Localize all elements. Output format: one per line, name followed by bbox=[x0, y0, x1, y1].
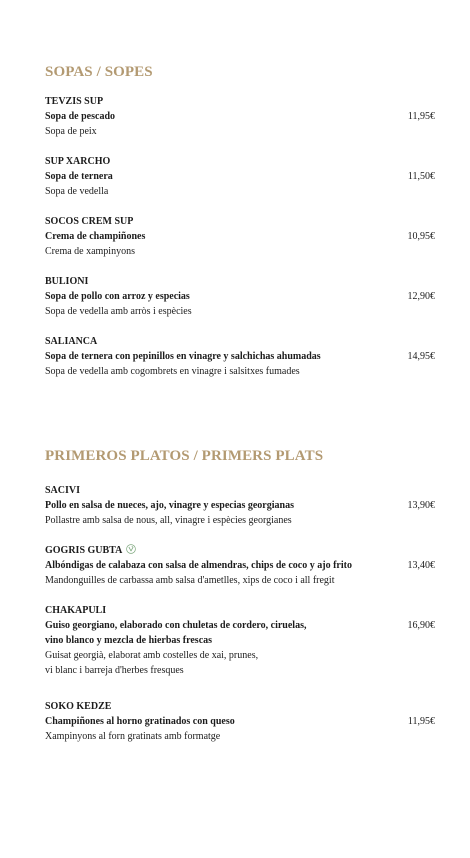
item-description: Sopa de pollo con arroz y especias bbox=[45, 291, 190, 302]
item-description: Pollo en salsa de nueces, ajo, vinagre y especias georgianas bbox=[45, 500, 294, 511]
item-name: GOGRIS GUBTA bbox=[45, 545, 123, 556]
item-description: Sopa de ternera con pepinillos en vinagre y salchichas ahumadas bbox=[45, 351, 321, 362]
item-name: SOKO KEDZE bbox=[45, 701, 112, 712]
menu-item-socos-crem-sup bbox=[45, 214, 435, 259]
item-translation: Sopa de vedella bbox=[45, 186, 109, 197]
item-price: 13,90€ bbox=[407, 500, 435, 511]
item-price: 16,90€ bbox=[407, 620, 435, 631]
menu-item-chakapuli bbox=[45, 603, 435, 678]
item-price: 11,95€ bbox=[407, 716, 435, 727]
item-name: SUP XARCHO bbox=[45, 156, 111, 167]
item-description-line-2: vino blanco y mezcla de hierbas frescas bbox=[45, 635, 213, 646]
item-price: 12,90€ bbox=[407, 291, 435, 302]
item-translation-line-2: vi blanc i barreja d'herbes fresques bbox=[45, 665, 184, 676]
item-name: TEVZIS SUP bbox=[45, 96, 104, 107]
menu-item-soko-kedze bbox=[45, 699, 435, 744]
item-description: Sopa de ternera bbox=[45, 171, 113, 182]
item-price: 14,95€ bbox=[407, 351, 435, 362]
item-translation: Pollastre amb salsa de nous, all, vinagre i espècies georgianes bbox=[45, 515, 292, 526]
item-name: CHAKAPULI bbox=[45, 605, 107, 616]
item-translation: Mandonguilles de carbassa amb salsa d'ametlles, xips de coco i all fregit bbox=[45, 575, 335, 586]
item-price: 11,50€ bbox=[407, 171, 435, 182]
item-description: Sopa de pescado bbox=[45, 111, 116, 122]
menu-item-sup-xarcho bbox=[45, 154, 435, 199]
item-price: 13,40€ bbox=[407, 560, 435, 571]
item-translation: Sopa de vedella amb arròs i espècies bbox=[45, 306, 192, 317]
item-name: SALIANCA bbox=[45, 336, 98, 347]
item-translation: Sopa de vedella amb cogombrets en vinagre i salsitxes fumades bbox=[45, 366, 300, 377]
item-name: SACIVI bbox=[45, 485, 81, 496]
item-description: Guiso georgiano, elaborado con chuletas de cordero, ciruelas, bbox=[45, 620, 307, 631]
menu-item-salianca bbox=[45, 334, 435, 379]
item-price: 10,95€ bbox=[407, 231, 435, 242]
vegan-leaf-icon bbox=[126, 544, 136, 554]
item-description: Champiñones al horno gratinados con queso bbox=[45, 716, 235, 727]
section-title-primeros-platos: PRIMEROS PLATOS / PRIMERS PLATS bbox=[45, 448, 324, 464]
item-translation: Guisat georgià, elaborat amb costelles de xai, prunes, bbox=[45, 650, 259, 661]
menu-item-gogris-gubta bbox=[45, 543, 435, 588]
menu-item-bulioni bbox=[45, 274, 435, 319]
item-translation: Crema de xampinyons bbox=[45, 246, 135, 257]
section-title-sopas: SOPAS / SOPES bbox=[45, 64, 153, 80]
menu-item-tevzis-sup bbox=[45, 94, 435, 139]
item-name: BULIONI bbox=[45, 276, 89, 287]
menu-item-sacivi bbox=[45, 483, 435, 528]
item-price: 11,95€ bbox=[407, 111, 435, 122]
item-name: SOCOS CREM SUP bbox=[45, 216, 134, 227]
item-description: Albóndigas de calabaza con salsa de almendras, chips de coco y ajo frito bbox=[45, 560, 352, 571]
item-description: Crema de champiñones bbox=[45, 231, 146, 242]
item-translation: Sopa de peix bbox=[45, 126, 97, 137]
item-translation: Xampinyons al forn gratinats amb formatge bbox=[45, 731, 221, 742]
